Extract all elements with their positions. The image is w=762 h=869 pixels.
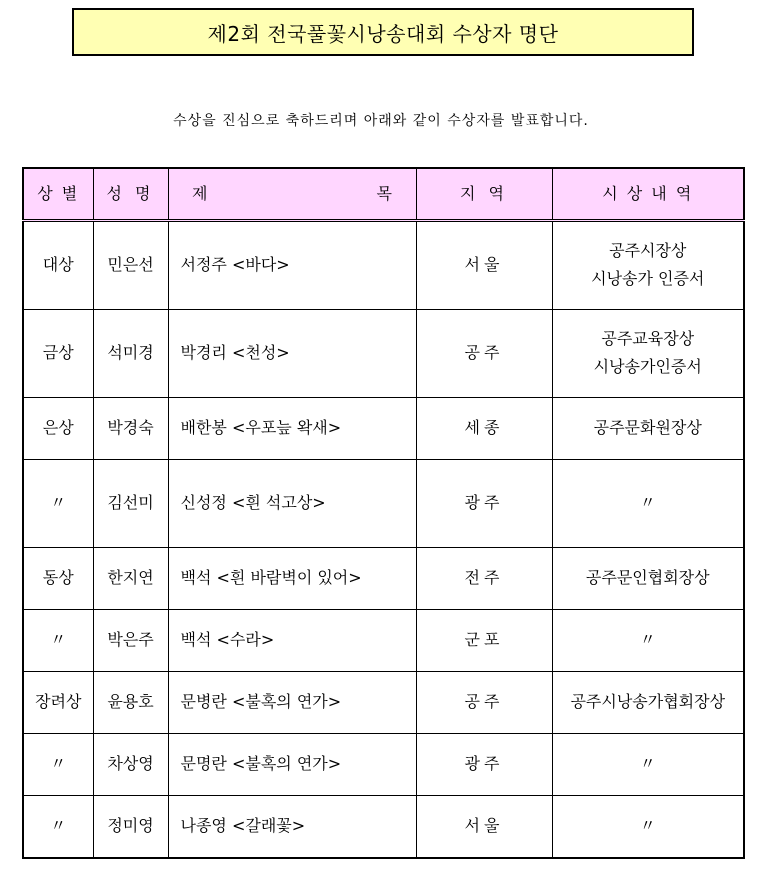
region-text: 광주: [464, 754, 504, 774]
table-row: [23, 397, 744, 459]
table-row: [23, 671, 744, 733]
prize-line2: 시낭송가 인증서: [591, 269, 705, 289]
header-region: [416, 168, 552, 221]
poem-title-cell: 박경리 <천성>: [168, 309, 416, 397]
name-cell: 정미영: [93, 795, 168, 858]
region-text: 세종: [464, 418, 504, 438]
region-cell: [416, 671, 552, 733]
poem-title-cell: 배한봉 <우포늪 왁새>: [168, 397, 416, 459]
poem-title-cell: 백석 <수라>: [168, 609, 416, 671]
header-name: [93, 168, 168, 221]
table-row: [23, 795, 744, 858]
name-cell: 민은선: [93, 221, 168, 310]
prize-cell: 공주문화원장상: [552, 397, 744, 459]
region-cell: [416, 309, 552, 397]
header-region-text: 지 역: [460, 184, 508, 203]
award-cell: 장려상: [23, 671, 93, 733]
name-cell: 박은주: [93, 609, 168, 671]
poem-title-cell: 백석 <흰 바람벽이 있어>: [168, 547, 416, 609]
prize-line1: 공주시장상: [609, 241, 687, 261]
name-cell: 윤용호: [93, 671, 168, 733]
award-cell: 동상: [23, 547, 93, 609]
prize-cell: 〃: [552, 795, 744, 858]
region-cell: [416, 459, 552, 547]
poem-title-cell: 문명란 <불혹의 연가>: [168, 733, 416, 795]
region-cell: [416, 609, 552, 671]
region-text: 공주: [464, 692, 504, 712]
region-text: 광주: [464, 493, 504, 513]
name-cell: 차상영: [93, 733, 168, 795]
region-cell: [416, 547, 552, 609]
region-text: 공주: [464, 343, 504, 363]
prize-cell: [552, 221, 744, 310]
award-cell: 〃: [23, 609, 93, 671]
award-cell: 은상: [23, 397, 93, 459]
table-row: [23, 733, 744, 795]
header-name-text: 성 명: [106, 184, 155, 203]
page-title-text: 제2회 전국풀꽃시낭송대회 수상자 명단: [207, 21, 559, 46]
region-cell: [416, 221, 552, 310]
award-cell: 〃: [23, 459, 93, 547]
award-cell: 대상: [23, 221, 93, 310]
prize-cell: 공주시낭송가협회장상: [552, 671, 744, 733]
poem-title-cell: 신성정 <흰 석고상>: [168, 459, 416, 547]
intro-text: 수상을 진심으로 축하드리며 아래와 같이 수상자를 발표합니다.: [173, 113, 589, 129]
prize-cell: 공주문인협회장상: [552, 547, 744, 609]
name-cell: 한지연: [93, 547, 168, 609]
poem-title-cell: 서정주 <바다>: [168, 221, 416, 310]
header-row: [23, 168, 744, 221]
prize-cell: 〃: [552, 733, 744, 795]
table-row: [23, 609, 744, 671]
table-row: [23, 459, 744, 547]
poem-title-cell: 문병란 <불혹의 연가>: [168, 671, 416, 733]
award-cell: 〃: [23, 733, 93, 795]
region-text: 전주: [464, 568, 504, 588]
page-title: [72, 8, 694, 56]
region-cell: [416, 795, 552, 858]
region-text: 군포: [464, 630, 504, 650]
name-cell: 박경숙: [93, 397, 168, 459]
prize-line1: 공주교육장상: [601, 329, 695, 349]
winners-table: [22, 167, 745, 859]
table-row: [23, 547, 744, 609]
table-row: [23, 309, 744, 397]
region-cell: [416, 397, 552, 459]
header-award: 상 별: [23, 168, 93, 221]
region-text: 서울: [464, 255, 504, 275]
region-text: 서울: [464, 816, 504, 836]
prize-cell: 〃: [552, 609, 744, 671]
prize-cell: [552, 309, 744, 397]
region-cell: [416, 733, 552, 795]
prize-cell: 〃: [552, 459, 744, 547]
prize-line2: 시낭송가인증서: [593, 357, 702, 377]
name-cell: 석미경: [93, 309, 168, 397]
header-title-a: 제: [192, 184, 208, 203]
name-cell: 김선미: [93, 459, 168, 547]
poem-title-cell: 나종영 <갈래꽃>: [168, 795, 416, 858]
header-prize: 시 상 내 역: [552, 168, 744, 221]
award-cell: 〃: [23, 795, 93, 858]
header-title-b: 목: [376, 184, 392, 203]
award-cell: 금상: [23, 309, 93, 397]
header-title: [168, 168, 416, 221]
table-row: [23, 221, 744, 310]
